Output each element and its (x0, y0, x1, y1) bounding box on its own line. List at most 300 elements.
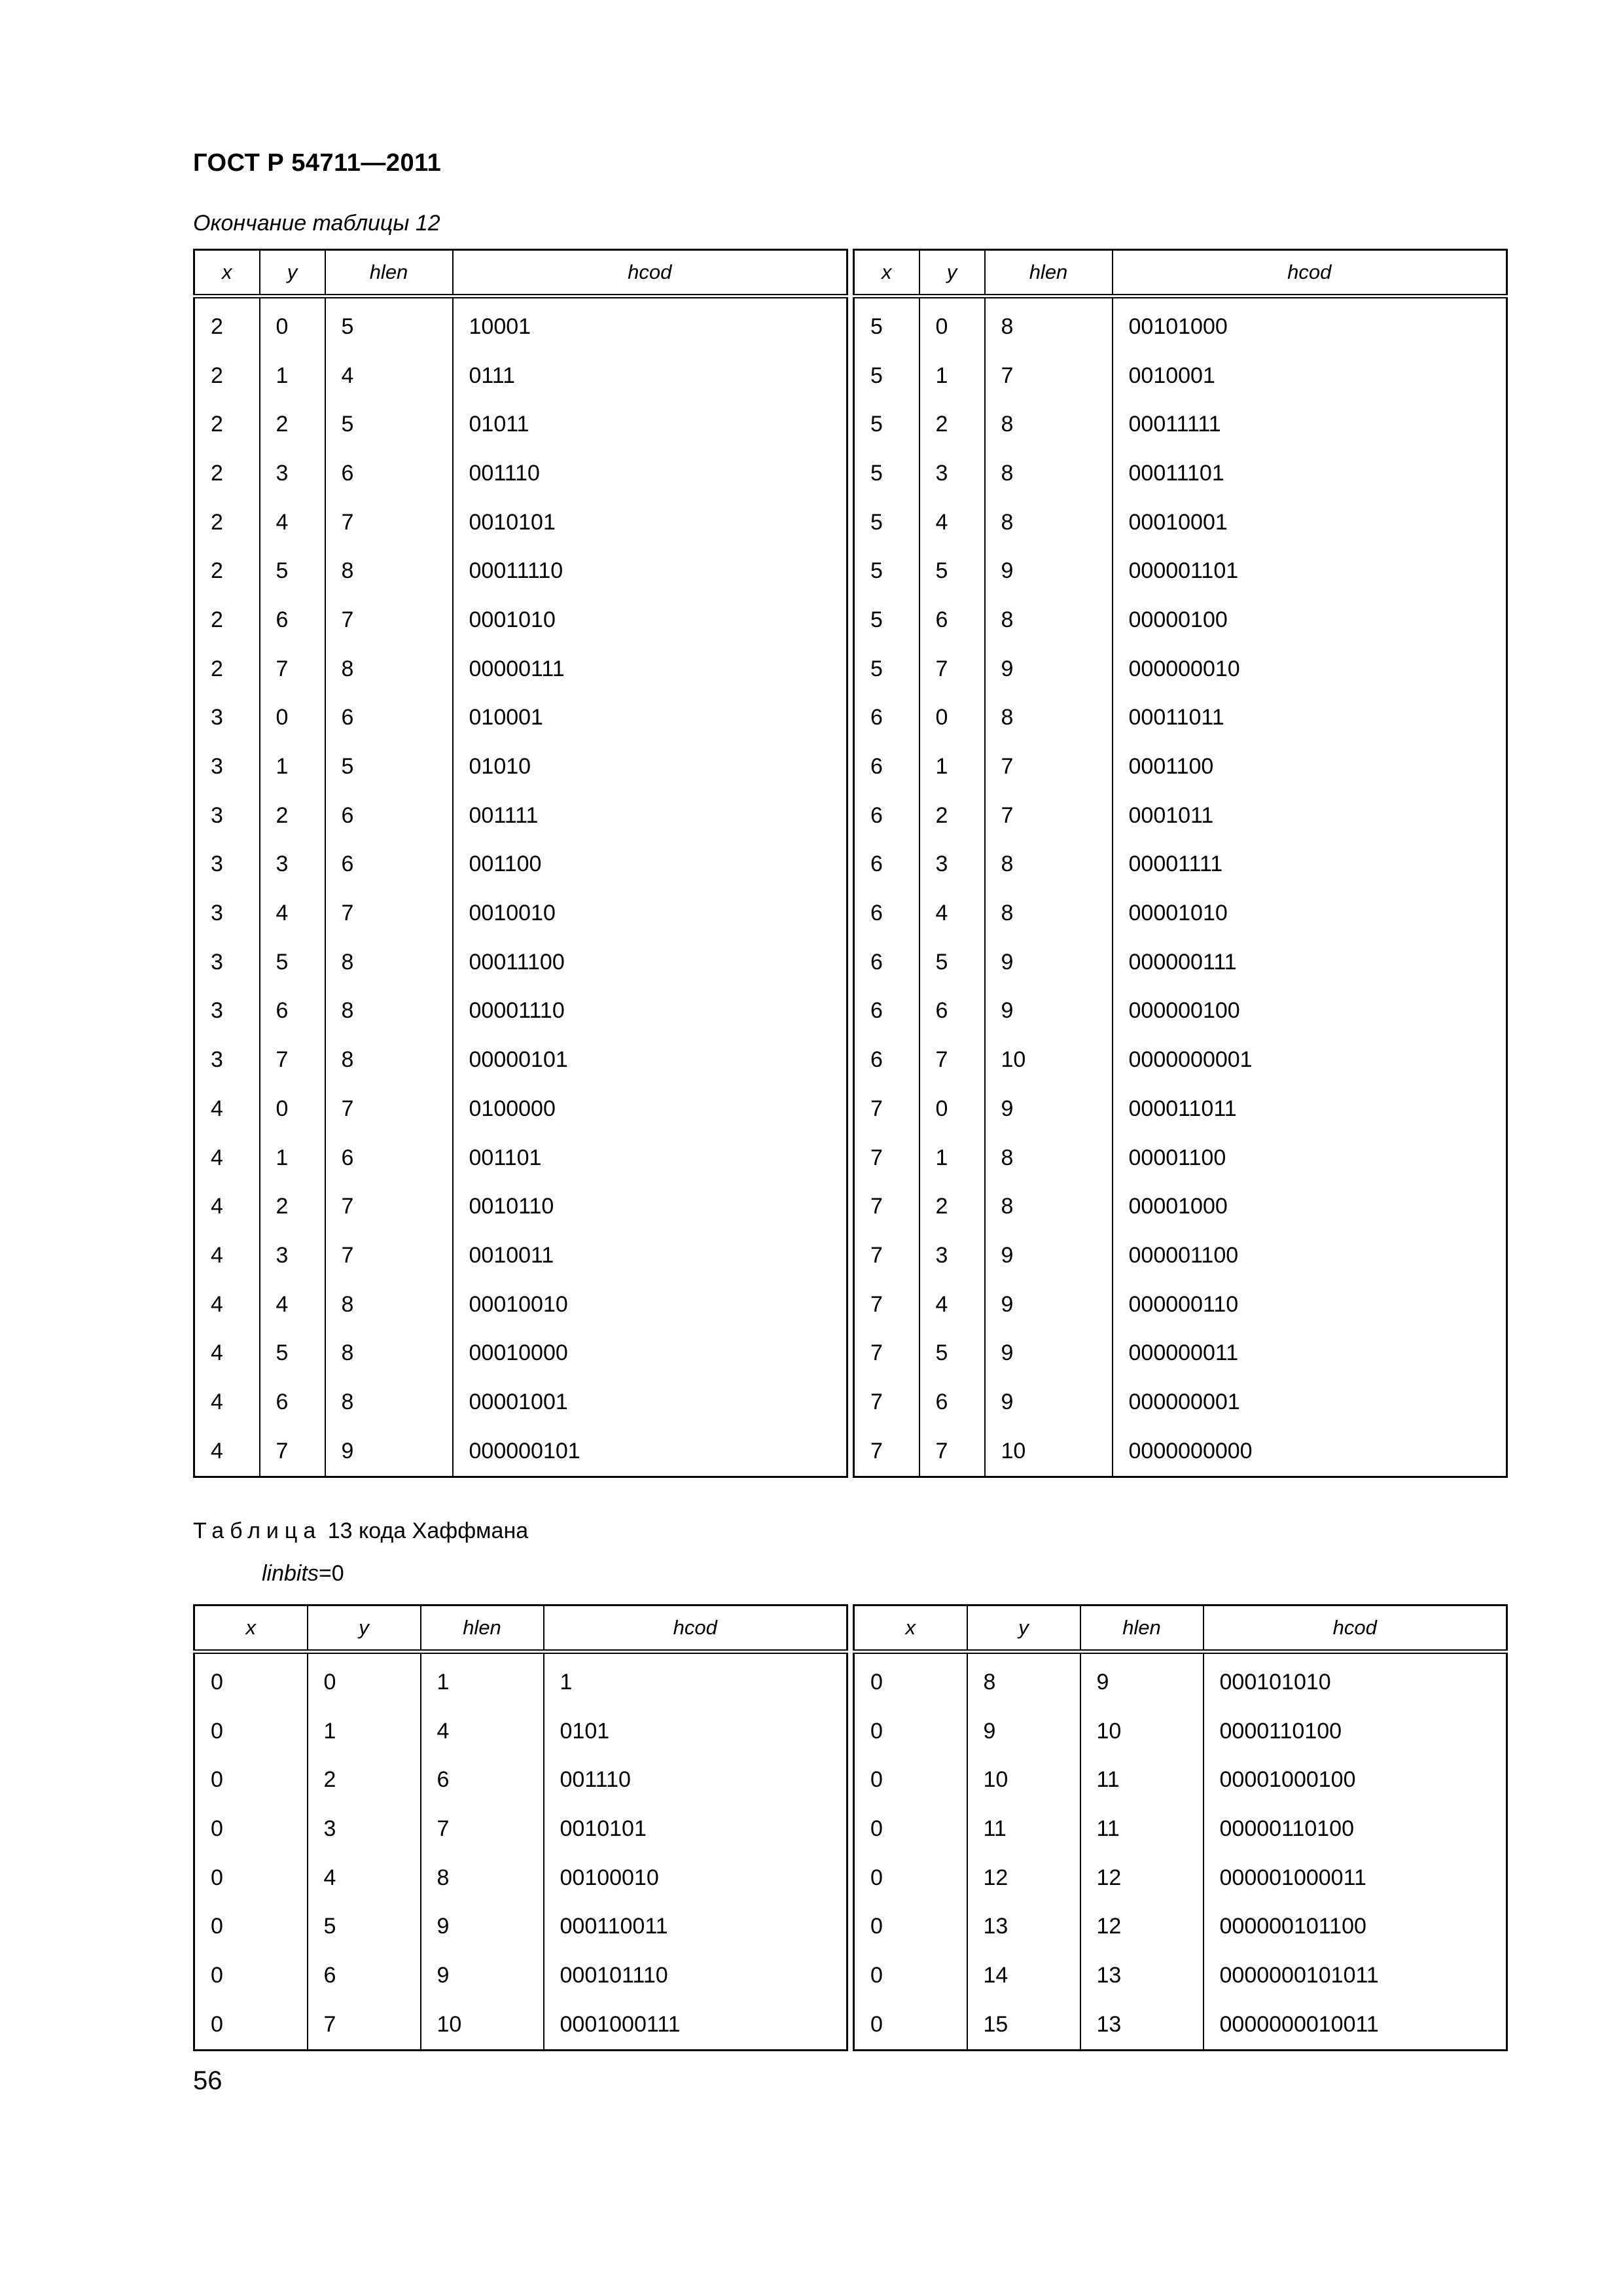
cell-x: 4 (194, 1134, 260, 1183)
table-row (194, 296, 847, 351)
table-row (194, 1035, 847, 1085)
cell-x: 0 (854, 1804, 967, 1854)
cell-hcod: 0010110 (453, 1182, 847, 1231)
cell-x: 4 (194, 1280, 260, 1329)
table-row (194, 889, 847, 938)
cell-y: 7 (260, 645, 325, 694)
cell-hlen: 10 (985, 1427, 1113, 1477)
cell-x: 0 (854, 1951, 967, 2000)
cell-x: 7 (854, 1134, 919, 1183)
cell-hcod: 0000000001 (1113, 1035, 1507, 1085)
cell-x: 6 (854, 694, 919, 743)
cell-hcod: 000110011 (544, 1902, 847, 1951)
cell-hlen: 10 (421, 2000, 544, 2050)
table-row (194, 1182, 847, 1231)
table-12-right (853, 249, 1508, 1478)
cell-hcod: 001100 (453, 840, 847, 889)
cell-hcod: 0010011 (453, 1231, 847, 1280)
table-row (854, 1804, 1507, 1854)
cell-y: 2 (308, 1755, 421, 1804)
table-row (194, 1378, 847, 1427)
cell-x: 6 (854, 987, 919, 1036)
cell-hlen: 11 (1080, 1755, 1204, 1804)
cell-hcod: 00011111 (1113, 400, 1507, 449)
cell-hcod: 000000110 (1113, 1280, 1507, 1329)
column-header-hcod: hcod (1204, 1605, 1507, 1652)
cell-y: 3 (919, 840, 985, 889)
cell-y: 2 (919, 791, 985, 840)
cell-hcod: 0010101 (544, 1804, 847, 1854)
cell-y: 5 (260, 547, 325, 596)
linbits-value: =0 (318, 1561, 344, 1586)
cell-x: 7 (854, 1378, 919, 1427)
cell-x: 3 (194, 742, 260, 791)
cell-x: 4 (194, 1182, 260, 1231)
cell-hcod: 10001 (453, 296, 847, 351)
cell-hcod: 000001000011 (1204, 1854, 1507, 1903)
cell-hlen: 6 (325, 449, 453, 498)
cell-x: 7 (854, 1231, 919, 1280)
cell-hlen: 10 (1080, 1707, 1204, 1756)
cell-hcod: 001101 (453, 1134, 847, 1183)
cell-hlen: 8 (985, 694, 1113, 743)
table-row (194, 840, 847, 889)
cell-hlen: 9 (985, 547, 1113, 596)
cell-hcod: 00100010 (544, 1854, 847, 1903)
cell-x: 2 (194, 400, 260, 449)
cell-y: 10 (967, 1755, 1080, 1804)
cell-hlen: 9 (325, 1427, 453, 1477)
cell-hlen: 8 (325, 547, 453, 596)
cell-hlen: 7 (325, 1231, 453, 1280)
cell-hlen: 4 (325, 351, 453, 401)
cell-hlen: 7 (985, 351, 1113, 401)
cell-x: 6 (854, 791, 919, 840)
cell-hlen: 8 (325, 938, 453, 987)
cell-x: 0 (854, 1652, 967, 1707)
cell-y: 12 (967, 1854, 1080, 1903)
cell-hcod: 000000010 (1113, 645, 1507, 694)
cell-hcod: 000001100 (1113, 1231, 1507, 1280)
table-row (194, 1231, 847, 1280)
cell-hcod: 0111 (453, 351, 847, 401)
cell-y: 0 (919, 296, 985, 351)
table-row (854, 1707, 1507, 1756)
table-12-left (193, 249, 848, 1478)
cell-x: 3 (194, 694, 260, 743)
cell-x: 5 (854, 547, 919, 596)
cell-x: 5 (854, 400, 919, 449)
column-header-hlen: hlen (421, 1605, 544, 1652)
cell-x: 3 (194, 840, 260, 889)
table-row (854, 498, 1507, 547)
cell-hlen: 7 (325, 1182, 453, 1231)
table-row (194, 498, 847, 547)
cell-hlen: 9 (985, 1085, 1113, 1134)
cell-hcod: 0000110100 (1204, 1707, 1507, 1756)
cell-x: 4 (194, 1427, 260, 1477)
cell-hcod: 000000011 (1113, 1329, 1507, 1378)
cell-hlen: 8 (325, 1329, 453, 1378)
linbits-label: linbits (262, 1561, 319, 1586)
cell-y: 9 (967, 1707, 1080, 1756)
cell-y: 7 (919, 645, 985, 694)
cell-x: 2 (194, 596, 260, 645)
cell-hlen: 8 (421, 1854, 544, 1903)
cell-x: 5 (854, 645, 919, 694)
cell-hcod: 0001011 (1113, 791, 1507, 840)
cell-hlen: 7 (985, 742, 1113, 791)
table-row (854, 938, 1507, 987)
table-12-caption: Окончание таблицы 12 (193, 211, 440, 236)
cell-y: 0 (308, 1652, 421, 1707)
cell-hcod: 00001000 (1113, 1182, 1507, 1231)
column-header-x: x (194, 1605, 308, 1652)
cell-hlen: 4 (421, 1707, 544, 1756)
table-row (854, 296, 1507, 351)
cell-hcod: 00001010 (1113, 889, 1507, 938)
page-number: 56 (193, 2066, 223, 2095)
cell-hlen: 8 (985, 1134, 1113, 1183)
cell-x: 2 (194, 498, 260, 547)
table-row (194, 1085, 847, 1134)
cell-x: 0 (854, 1854, 967, 1903)
cell-hcod: 1 (544, 1652, 847, 1707)
cell-hcod: 0000000010011 (1204, 2000, 1507, 2050)
table-row (854, 1755, 1507, 1804)
cell-x: 5 (854, 596, 919, 645)
cell-hcod: 00000111 (453, 645, 847, 694)
cell-hlen: 8 (325, 1378, 453, 1427)
cell-y: 3 (260, 449, 325, 498)
cell-y: 14 (967, 1951, 1080, 2000)
cell-hcod: 00001100 (1113, 1134, 1507, 1183)
cell-y: 7 (260, 1035, 325, 1085)
cell-hcod: 00011101 (1113, 449, 1507, 498)
cell-hlen: 9 (421, 1902, 544, 1951)
cell-hcod: 0010001 (1113, 351, 1507, 401)
cell-hcod: 00011110 (453, 547, 847, 596)
cell-hlen: 9 (985, 645, 1113, 694)
column-header-y: y (919, 250, 985, 296)
cell-y: 4 (260, 889, 325, 938)
cell-x: 0 (194, 1707, 308, 1756)
cell-y: 1 (919, 1134, 985, 1183)
cell-hcod: 00010001 (1113, 498, 1507, 547)
cell-hlen: 8 (325, 1280, 453, 1329)
table-row (854, 645, 1507, 694)
table-row (854, 1854, 1507, 1903)
cell-x: 6 (854, 889, 919, 938)
table-row (854, 889, 1507, 938)
cell-y: 1 (919, 351, 985, 401)
cell-y: 0 (919, 694, 985, 743)
cell-hcod: 0001100 (1113, 742, 1507, 791)
cell-y: 5 (260, 1329, 325, 1378)
table-row (854, 1329, 1507, 1378)
cell-y: 3 (919, 1231, 985, 1280)
cell-y: 3 (308, 1804, 421, 1854)
cell-hlen: 13 (1080, 1951, 1204, 2000)
cell-x: 5 (854, 351, 919, 401)
cell-hlen: 8 (985, 840, 1113, 889)
cell-x: 7 (854, 1085, 919, 1134)
cell-hcod: 00011011 (1113, 694, 1507, 743)
column-header-hlen: hlen (325, 250, 453, 296)
cell-y: 11 (967, 1804, 1080, 1854)
cell-hlen: 1 (421, 1652, 544, 1707)
column-header-x: x (854, 1605, 967, 1652)
table-row (854, 742, 1507, 791)
cell-hcod: 000000101100 (1204, 1902, 1507, 1951)
cell-hcod: 001110 (544, 1755, 847, 1804)
column-header-y: y (260, 250, 325, 296)
table-row (194, 694, 847, 743)
cell-hcod: 000000100 (1113, 987, 1507, 1036)
table-row (194, 547, 847, 596)
table-row (194, 1329, 847, 1378)
cell-hcod: 00101000 (1113, 296, 1507, 351)
cell-y: 1 (260, 1134, 325, 1183)
table-row (194, 742, 847, 791)
cell-y: 1 (260, 742, 325, 791)
cell-x: 2 (194, 351, 260, 401)
cell-y: 7 (260, 1427, 325, 1477)
cell-hlen: 7 (325, 889, 453, 938)
column-header-hcod: hcod (453, 250, 847, 296)
cell-hlen: 8 (985, 498, 1113, 547)
cell-hlen: 7 (985, 791, 1113, 840)
cell-x: 5 (854, 296, 919, 351)
cell-hlen: 13 (1080, 2000, 1204, 2050)
cell-hlen: 10 (985, 1035, 1113, 1085)
cell-y: 0 (919, 1085, 985, 1134)
linbits-line (262, 1561, 344, 1587)
cell-x: 3 (194, 987, 260, 1036)
cell-x: 7 (854, 1280, 919, 1329)
column-header-x: x (854, 250, 919, 296)
cell-y: 4 (260, 498, 325, 547)
table-row (194, 1134, 847, 1183)
cell-hcod: 00000100 (1113, 596, 1507, 645)
cell-x: 0 (854, 1755, 967, 1804)
cell-x: 7 (854, 1329, 919, 1378)
cell-x: 2 (194, 645, 260, 694)
cell-hcod: 0101 (544, 1707, 847, 1756)
cell-hcod: 00001110 (453, 987, 847, 1036)
cell-hlen: 9 (421, 1951, 544, 2000)
table-row (194, 791, 847, 840)
cell-x: 6 (854, 1035, 919, 1085)
cell-y: 1 (260, 351, 325, 401)
table-row (194, 1707, 847, 1756)
cell-hcod: 001111 (453, 791, 847, 840)
cell-x: 6 (854, 938, 919, 987)
cell-hcod: 0010101 (453, 498, 847, 547)
cell-hlen: 9 (1080, 1652, 1204, 1707)
table-13-right (853, 1604, 1508, 2051)
cell-hlen: 9 (985, 1231, 1113, 1280)
table-13-left (193, 1604, 848, 2051)
table-row (854, 1902, 1507, 1951)
cell-x: 0 (194, 1951, 308, 2000)
cell-hcod: 00000101 (453, 1035, 847, 1085)
cell-hlen: 7 (421, 1804, 544, 1854)
cell-y: 5 (919, 547, 985, 596)
cell-y: 5 (260, 938, 325, 987)
cell-hlen: 8 (325, 645, 453, 694)
table-row (854, 1035, 1507, 1085)
cell-y: 2 (260, 791, 325, 840)
cell-hcod: 000101110 (544, 1951, 847, 2000)
cell-y: 8 (967, 1652, 1080, 1707)
cell-hlen: 7 (325, 498, 453, 547)
cell-hlen: 5 (325, 296, 453, 351)
cell-y: 2 (260, 1182, 325, 1231)
cell-y: 15 (967, 2000, 1080, 2050)
cell-hlen: 12 (1080, 1854, 1204, 1903)
table-row (854, 1427, 1507, 1477)
cell-y: 7 (919, 1035, 985, 1085)
table-13-caption-word: Таблица (193, 1518, 322, 1543)
cell-y: 2 (919, 400, 985, 449)
cell-hcod: 0001010 (453, 596, 847, 645)
cell-hlen: 6 (325, 694, 453, 743)
cell-y: 3 (260, 840, 325, 889)
table-row (854, 1280, 1507, 1329)
cell-hlen: 9 (985, 987, 1113, 1036)
cell-y: 6 (308, 1951, 421, 2000)
cell-x: 0 (854, 2000, 967, 2050)
cell-y: 0 (260, 694, 325, 743)
table-row (854, 400, 1507, 449)
cell-y: 13 (967, 1902, 1080, 1951)
cell-x: 3 (194, 791, 260, 840)
cell-hcod: 00010000 (453, 1329, 847, 1378)
cell-hcod: 01011 (453, 400, 847, 449)
table-row (194, 1951, 847, 2000)
table-row (854, 351, 1507, 401)
cell-y: 0 (260, 296, 325, 351)
cell-x: 0 (194, 1902, 308, 1951)
cell-x: 0 (194, 1652, 308, 1707)
cell-hcod: 0010010 (453, 889, 847, 938)
column-header-x: x (194, 250, 260, 296)
table-row (194, 1652, 847, 1707)
table-row (194, 351, 847, 401)
cell-x: 3 (194, 1035, 260, 1085)
table-row (854, 1652, 1507, 1707)
table-row (854, 987, 1507, 1036)
table-row (194, 1280, 847, 1329)
table-row (194, 938, 847, 987)
cell-x: 2 (194, 547, 260, 596)
table-row (854, 1378, 1507, 1427)
cell-hlen: 8 (985, 596, 1113, 645)
cell-hlen: 8 (985, 449, 1113, 498)
table-row (854, 840, 1507, 889)
cell-hlen: 8 (985, 296, 1113, 351)
cell-x: 7 (854, 1427, 919, 1477)
cell-hcod: 00010010 (453, 1280, 847, 1329)
cell-y: 6 (260, 987, 325, 1036)
cell-hcod: 0000000000 (1113, 1427, 1507, 1477)
cell-x: 0 (194, 1854, 308, 1903)
cell-hlen: 9 (985, 1280, 1113, 1329)
table-row (854, 694, 1507, 743)
cell-x: 3 (194, 889, 260, 938)
table-row (854, 2000, 1507, 2050)
cell-y: 4 (919, 889, 985, 938)
cell-x: 0 (854, 1902, 967, 1951)
cell-hcod: 000000111 (1113, 938, 1507, 987)
table-13-caption (193, 1518, 528, 1544)
cell-y: 2 (260, 400, 325, 449)
column-header-hlen: hlen (985, 250, 1113, 296)
cell-hcod: 000011011 (1113, 1085, 1507, 1134)
cell-hcod: 0100000 (453, 1085, 847, 1134)
cell-y: 7 (308, 2000, 421, 2050)
table-row (194, 1854, 847, 1903)
table-row (194, 645, 847, 694)
cell-y: 4 (260, 1280, 325, 1329)
cell-hcod: 000101010 (1204, 1652, 1507, 1707)
cell-hlen: 8 (325, 987, 453, 1036)
document-code: ГОСТ Р 54711—2011 (193, 149, 442, 177)
cell-hlen: 9 (985, 938, 1113, 987)
table-row (854, 1951, 1507, 2000)
cell-hlen: 7 (325, 596, 453, 645)
cell-x: 4 (194, 1329, 260, 1378)
cell-y: 5 (308, 1902, 421, 1951)
cell-y: 2 (919, 1182, 985, 1231)
cell-hlen: 8 (325, 1035, 453, 1085)
column-header-y: y (967, 1605, 1080, 1652)
cell-x: 0 (194, 1804, 308, 1854)
table-row (194, 1804, 847, 1854)
table-row (854, 449, 1507, 498)
cell-hcod: 00001000100 (1204, 1755, 1507, 1804)
cell-hlen: 9 (985, 1378, 1113, 1427)
table-row (854, 1134, 1507, 1183)
table-row (854, 547, 1507, 596)
cell-hlen: 6 (421, 1755, 544, 1804)
cell-hlen: 6 (325, 840, 453, 889)
table-row (194, 400, 847, 449)
cell-y: 3 (260, 1231, 325, 1280)
cell-x: 2 (194, 449, 260, 498)
cell-y: 1 (308, 1707, 421, 1756)
cell-x: 5 (854, 498, 919, 547)
cell-y: 4 (919, 1280, 985, 1329)
cell-hcod: 0001000111 (544, 2000, 847, 2050)
cell-y: 6 (919, 987, 985, 1036)
cell-x: 4 (194, 1231, 260, 1280)
cell-hlen: 8 (985, 889, 1113, 938)
cell-x: 6 (854, 742, 919, 791)
cell-hlen: 9 (985, 1329, 1113, 1378)
column-header-hcod: hcod (544, 1605, 847, 1652)
cell-hcod: 000000101 (453, 1427, 847, 1477)
cell-hlen: 11 (1080, 1804, 1204, 1854)
cell-hcod: 000000001 (1113, 1378, 1507, 1427)
cell-x: 6 (854, 840, 919, 889)
cell-x: 4 (194, 1085, 260, 1134)
table-row (194, 1427, 847, 1477)
cell-y: 6 (919, 1378, 985, 1427)
cell-x: 0 (194, 2000, 308, 2050)
column-header-hcod: hcod (1113, 250, 1507, 296)
